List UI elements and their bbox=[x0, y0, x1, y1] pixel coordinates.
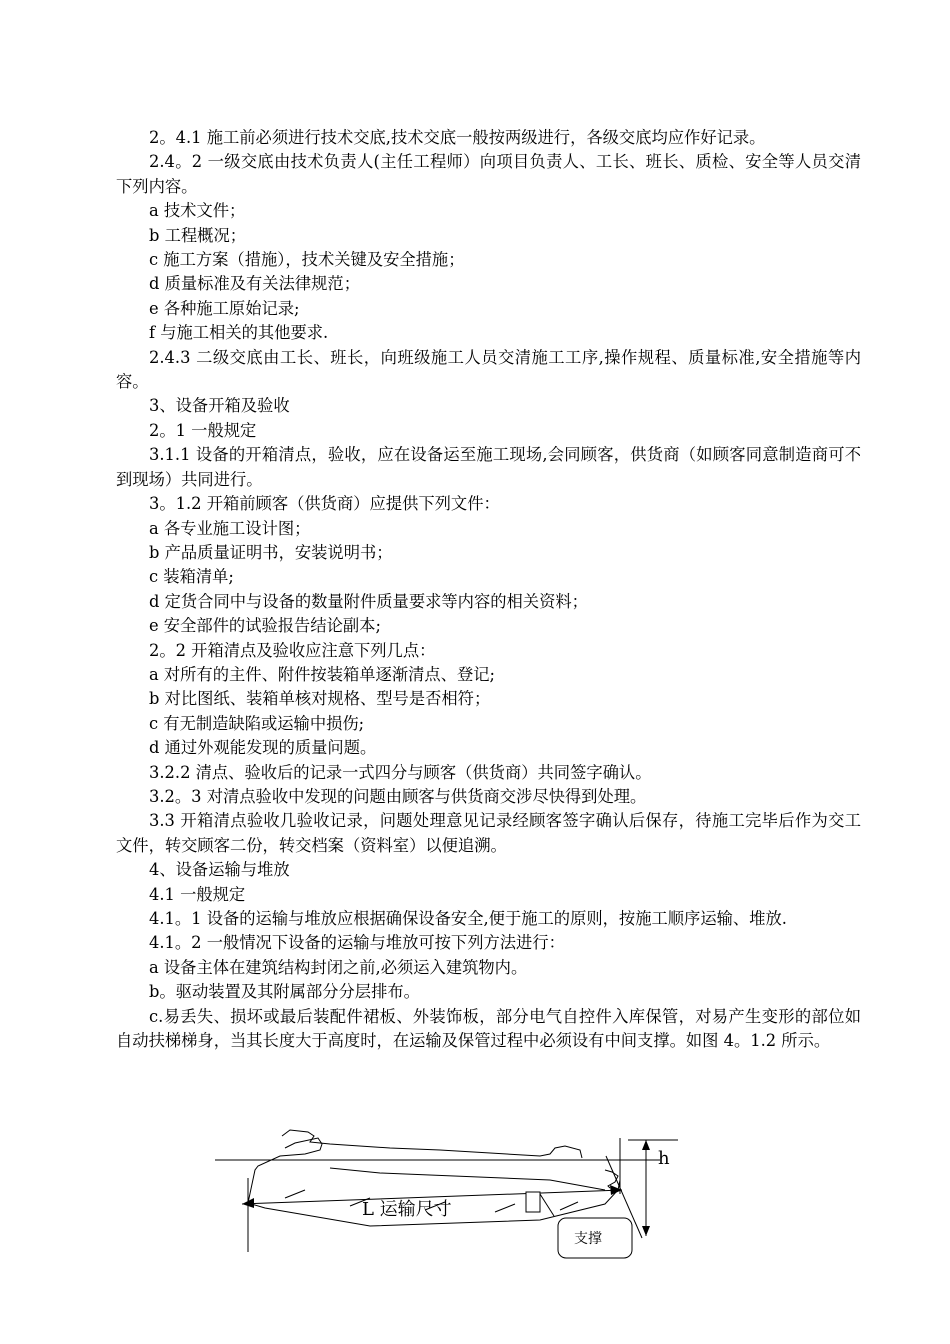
section-heading: 3、设备开箱及验收 bbox=[149, 396, 290, 416]
list-item: a 技术文件； bbox=[149, 201, 246, 221]
list-item: c.易丢失、损坏或最后装配件裙板、外装饰板，部分电气自控件入库保管，对易产生变形的部位如自动扶梯梯身，当其长度大于高度时，在运输及保管过程中必须设有中间支撑。如图 4。1.2 所示。 bbox=[116, 1006, 861, 1051]
list-item: b 对比图纸、装箱单核对规格、型号是否相符； bbox=[149, 689, 491, 709]
truss-top-edge bbox=[282, 1130, 582, 1158]
paragraph: 4.1。1 设备的运输与堆放应根据确保设备安全,便于施工的原则，按施工顺序运输、堆放. bbox=[149, 909, 787, 928]
paragraph: 2.4.3 二级交底由工长、班长，向班级施工人员交清施工工序,操作规程、质量标准,安全措施等内容。 bbox=[116, 347, 861, 392]
list-item: c 有无制造缺陷或运输中损伤; bbox=[149, 713, 365, 733]
hatch-mark bbox=[495, 1204, 515, 1212]
truss-upper-left bbox=[248, 1138, 322, 1203]
list-item: c 装箱清单; bbox=[149, 567, 234, 587]
arrow-up-icon bbox=[642, 1140, 650, 1150]
escalator-support-figure bbox=[210, 1128, 680, 1268]
list-item: b 工程概况； bbox=[149, 225, 247, 245]
subsection-heading: 2。1 一般规定 bbox=[149, 420, 257, 440]
list-item: d 定货合同中与设备的数量附件质量要求等内容的相关资料； bbox=[149, 591, 588, 611]
body-text bbox=[116, 126, 861, 1053]
paragraph: 3.3 开箱清点验收几验收记录，问题处理意见记录经顾客签字确认后保存，待施工完毕后作为交工文件，转交顾客二份，转交档案（资料室）以便追溯。 bbox=[116, 811, 861, 855]
list-item: a 对所有的主件、附件按装箱单逐渐清点、登记; bbox=[149, 664, 495, 684]
list-item: e 各种施工原始记录; bbox=[149, 298, 300, 318]
paragraph: 3。1.2 开箱前顾客（供货商）应提供下列文件： bbox=[149, 494, 500, 514]
paragraph: 3.2。3 对清点验收中发现的问题由顾客与供货商交涉尽快得到处理。 bbox=[149, 786, 647, 806]
list-item: f 与施工相关的其他要求. bbox=[149, 323, 329, 343]
length-label: L 运输尺寸 bbox=[362, 1199, 452, 1220]
list-item: c 施工方案（措施），技术关键及安全措施； bbox=[149, 250, 465, 270]
paragraph: 2.4。2 一级交底由技术负责人(主任工程师）向项目负责人、工长、班长、质检、安全等人员交清下列内容。 bbox=[116, 152, 861, 196]
list-item: a 设备主体在建筑结构封闭之前,必须运入建筑物内。 bbox=[149, 957, 528, 977]
paragraph: 2。4.1 施工前必须进行技术交底,技术交底一般按两级进行，各级交底均应作好记录。 bbox=[149, 128, 766, 147]
paragraph: 4.1。2 一般情况下设备的运输与堆放可按下列方法进行： bbox=[149, 933, 565, 953]
hatch-mark bbox=[560, 1202, 578, 1210]
section-heading: 4、设备运输与堆放 bbox=[149, 860, 290, 880]
support-label: 支撑 bbox=[574, 1231, 602, 1247]
list-item: b。驱动装置及其附属部分分层排布。 bbox=[149, 982, 420, 1002]
list-item: a 各专业施工设计图； bbox=[149, 518, 311, 538]
list-item: e 安全部件的试验报告结论副本; bbox=[149, 616, 381, 636]
truss-inner-line bbox=[330, 1168, 605, 1190]
subsection-heading: 4.1 一般规定 bbox=[149, 884, 246, 904]
subsection-heading: 2。2 开箱清点及验收应注意下列几点： bbox=[149, 640, 436, 660]
list-item: b 产品质量证明书，安装说明书； bbox=[149, 542, 393, 562]
paragraph: 3.1.1 设备的开箱清点，验收，应在设备运至施工现场,会同顾客，供货商（如顾客同意制造商可不到现场）共同进行。 bbox=[116, 445, 861, 489]
list-item: d 通过外观能发现的质量问题。 bbox=[149, 738, 377, 758]
arrow-down-icon bbox=[642, 1226, 650, 1236]
support-callout-line bbox=[540, 1194, 554, 1216]
h-label: h bbox=[658, 1148, 670, 1169]
paragraph: 3.2.2 清点、验收后的记录一式四分与顾客（供货商）共同签字确认。 bbox=[149, 762, 652, 782]
escalator-diagram bbox=[210, 1128, 680, 1268]
list-item: d 质量标准及有关法律规范； bbox=[149, 274, 360, 294]
support-block bbox=[526, 1192, 540, 1212]
hatch-mark bbox=[285, 1190, 305, 1198]
